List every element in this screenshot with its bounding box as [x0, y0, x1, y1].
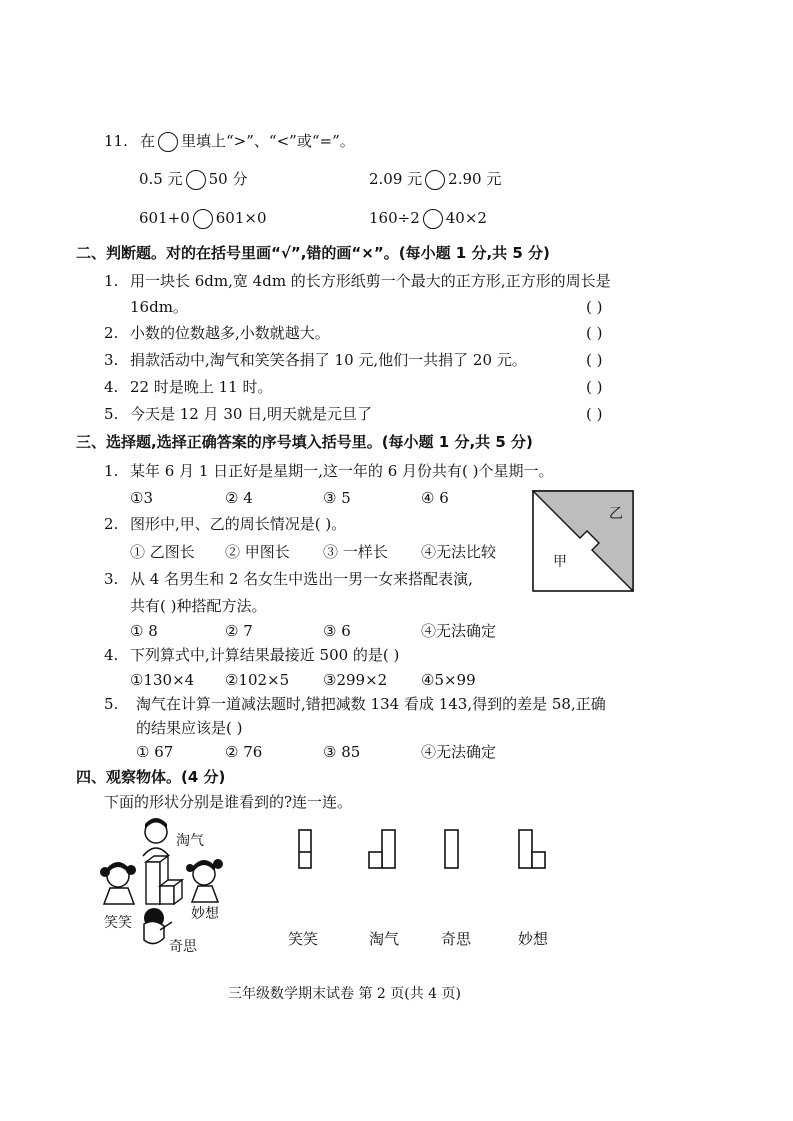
choice-q2-option[interactable]: ② 甲图长	[225, 543, 290, 561]
choice-q3-option[interactable]: ② 7	[225, 622, 253, 640]
choice-q1-option[interactable]: ④ 6	[421, 489, 449, 507]
answer-paren[interactable]: ( )	[586, 378, 603, 396]
answer-paren[interactable]: ( )	[586, 324, 603, 342]
child-right-icon	[186, 859, 223, 902]
answer-paren[interactable]: ( )	[586, 298, 603, 316]
choice-q2-option[interactable]: ④无法比较	[421, 543, 497, 561]
compare-circle-icon[interactable]	[186, 170, 206, 190]
judge-item-5: 5. 今天是 12 月 30 日,明天就是元旦了	[104, 405, 373, 423]
judge-item-2: 2. 小数的位数越多,小数就越大。	[104, 324, 330, 342]
compare-circle-icon[interactable]	[423, 209, 443, 229]
person-label-taoqi: 淘气	[176, 833, 204, 849]
child-left-icon	[100, 862, 136, 904]
person-label-xiaoxiao: 笑笑	[104, 915, 132, 931]
choice-q4-option[interactable]: ①130×4	[130, 671, 195, 689]
judge-item-1: 1. 用一块长 6dm,宽 4dm 的长方形纸剪一个最大的正方形,正方形的周长是	[104, 272, 611, 290]
choice-q3-cont: 共有( )种搭配方法。	[130, 597, 267, 615]
person-label-qisi: 奇思	[169, 939, 197, 955]
choice-q5-option[interactable]: ③ 85	[323, 743, 361, 761]
choice-q2-option[interactable]: ③ 一样长	[323, 543, 388, 561]
q11-item-4: 160÷2 40×2	[369, 209, 487, 227]
view-label-3: 奇思	[441, 930, 472, 948]
choice-q3-option[interactable]: ① 8	[130, 622, 158, 640]
children-around-blocks-illustration	[98, 812, 234, 954]
answer-paren[interactable]: ( )	[586, 351, 603, 369]
choice-q2-option[interactable]: ① 乙图长	[130, 543, 195, 561]
view-shape-3[interactable]	[442, 828, 462, 872]
person-label-miaoxiang: 妙想	[191, 906, 219, 922]
choice-q1-option[interactable]: ③ 5	[323, 489, 351, 507]
view-shape-4[interactable]	[516, 828, 552, 872]
choice-q1: 1. 某年 6 月 1 日正好是星期一,这一年的 6 月份共有( )个星期一。	[104, 462, 554, 480]
child-bottom-icon	[144, 908, 172, 944]
view-shape-2[interactable]	[364, 828, 400, 872]
judge-item-3: 3. 捐款活动中,淘气和笑笑各捐了 10 元,他们一共捐了 20 元。	[104, 351, 527, 369]
choice-q5-option[interactable]: ① 67	[136, 743, 174, 761]
view-label-4: 妙想	[518, 930, 549, 948]
choice-q2: 2. 图形中,甲、乙的周长情况是( )。	[104, 515, 347, 533]
q11-item-1: 0.5 元 50 分	[139, 170, 248, 188]
label-jia: 甲	[553, 554, 567, 570]
choice-q1-option[interactable]: ② 4	[225, 489, 253, 507]
cube-blocks-icon	[146, 856, 182, 904]
choice-q3-option[interactable]: ③ 6	[323, 622, 351, 640]
q11-prompt: 11. 在 里填上“>”、“<”或“=”。	[104, 132, 355, 150]
view-label-1: 笑笑	[288, 930, 319, 948]
section-2-title: 二、判断题。对的在括号里画“√”,错的画“×”。(每小题 1 分,共 5 分)	[76, 244, 550, 262]
section-4-prompt: 下面的形状分别是谁看到的?连一连。	[104, 793, 353, 811]
section-4-title: 四、观察物体。(4 分)	[76, 768, 226, 786]
choice-q4-option[interactable]: ③299×2	[323, 671, 388, 689]
choice-q4-option[interactable]: ②102×5	[225, 671, 290, 689]
choice-q4: 4. 下列算式中,计算结果最接近 500 的是( )	[104, 646, 400, 664]
choice-q3-option[interactable]: ④无法确定	[421, 622, 497, 640]
view-label-2: 淘气	[369, 930, 400, 948]
judge-item-1-cont: 16dm。	[130, 298, 188, 316]
compare-circle-icon[interactable]	[193, 209, 213, 229]
label-yi: 乙	[609, 506, 623, 522]
compare-circle-icon[interactable]	[425, 170, 445, 190]
choice-q3: 3. 从 4 名男生和 2 名女生中选出一男一女来搭配表演,	[104, 570, 473, 588]
choice-q5-option[interactable]: ② 76	[225, 743, 263, 761]
view-shape-1[interactable]	[296, 828, 316, 872]
choice-q4-option[interactable]: ④5×99	[421, 671, 476, 689]
answer-paren[interactable]: ( )	[586, 405, 603, 423]
compare-circle-icon	[158, 132, 178, 152]
q11-item-3: 601+0 601×0	[139, 209, 267, 227]
judge-item-4: 4. 22 时是晚上 11 时。	[104, 378, 273, 396]
choice-q1-option[interactable]: ①3	[130, 489, 153, 507]
child-top-icon	[143, 818, 169, 856]
q11-number: 11.	[104, 132, 128, 150]
choice-q5-option[interactable]: ④无法确定	[421, 743, 497, 761]
q11-item-2: 2.09 元 2.90 元	[369, 170, 502, 188]
page-footer: 三年级数学期末试卷 第 2 页(共 4 页)	[228, 986, 461, 1002]
section-3-title: 三、选择题,选择正确答案的序号填入括号里。(每小题 1 分,共 5 分)	[76, 433, 533, 451]
choice-q5: 5. 淘气在计算一道减法题时,错把减数 134 看成 143,得到的差是 58,正确	[104, 695, 606, 713]
choice-q5-cont: 的结果应该是( )	[136, 719, 243, 737]
